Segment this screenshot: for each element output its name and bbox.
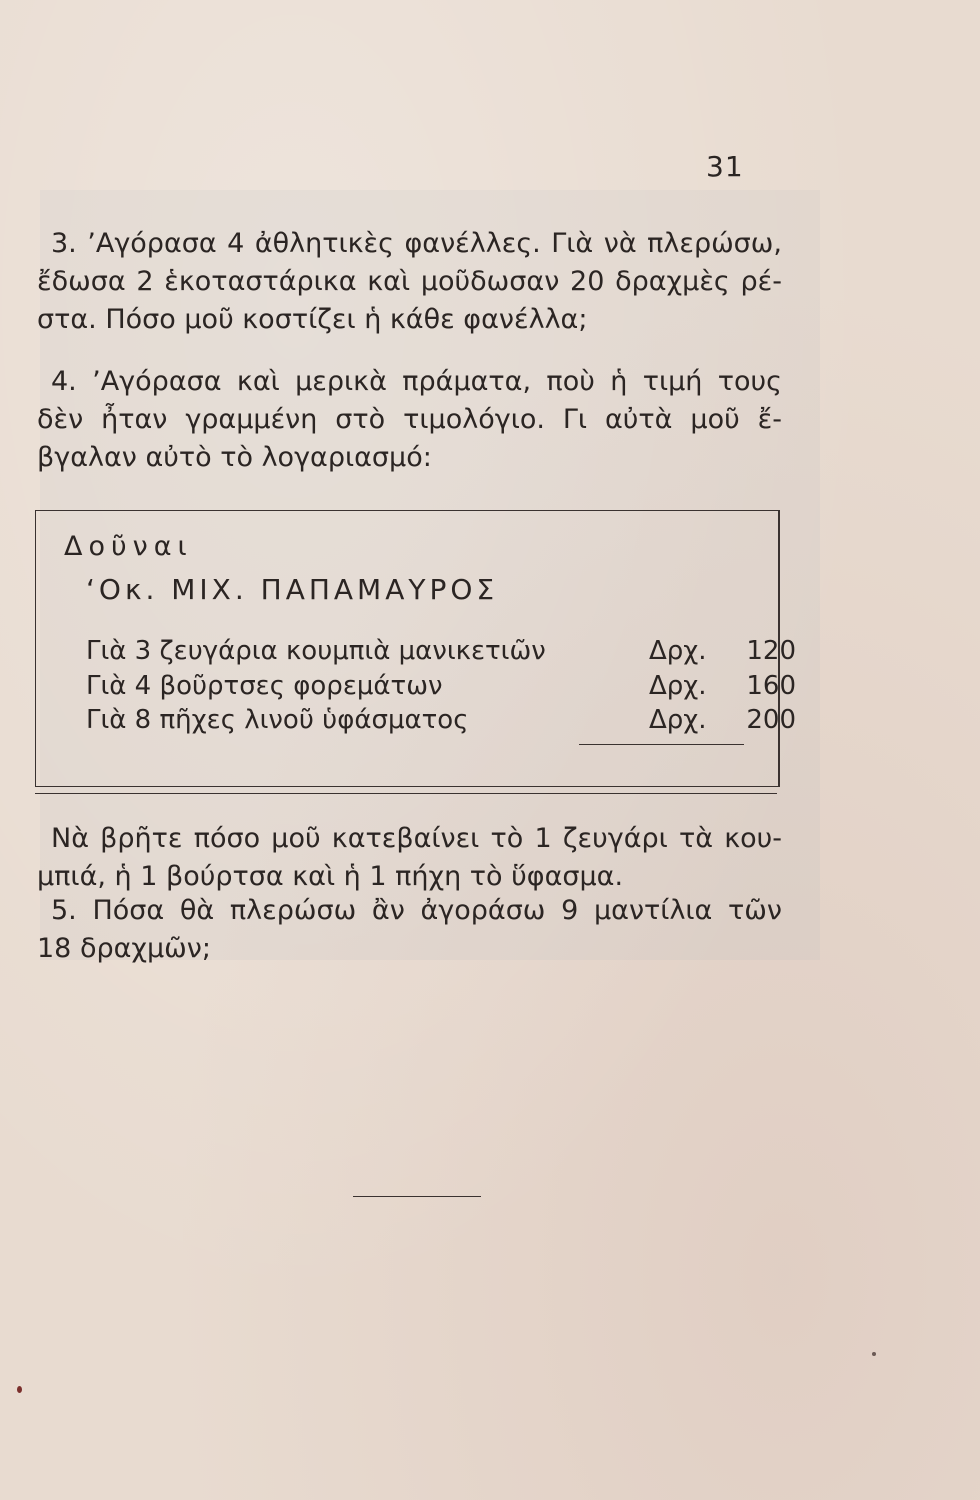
question-4-line: μπιά, ἡ 1 βούρτσα καὶ ἡ 1 πήχη τὸ ὕφασμα. xyxy=(37,861,624,892)
invoice-row xyxy=(86,671,796,707)
problem-4-line: βγαλαν αὐτὸ τὸ λογαριασμό: xyxy=(37,442,432,473)
invoice-row xyxy=(86,636,796,672)
problem-5-line: 18 δραχμῶν; xyxy=(37,933,211,964)
section-end-rule xyxy=(353,1196,481,1197)
page-number: 31 xyxy=(706,150,744,183)
invoice-item-description: Γιὰ 3 ζευγάρια κουμπιὰ μανικετιῶν xyxy=(86,636,546,666)
invoice-box xyxy=(35,510,796,787)
question-4-line: Νὰ βρῆτε πόσο μοῦ κατεβαίνει τὸ 1 ζευγάρι τὰ κου- xyxy=(51,823,782,854)
invoice-company: ‘Οκ. ΜΙΧ. ΠΑΠΑΜΑΥΡΟΣ xyxy=(86,573,499,606)
invoice-sum-line xyxy=(579,744,744,745)
problem-3-line: στα. Πόσο μοῦ κοστίζει ἡ κάθε φανέλλα; xyxy=(37,304,588,335)
invoice-item-amount: 160 xyxy=(746,671,796,701)
ink-speck xyxy=(872,1352,876,1356)
invoice-bottom-rule xyxy=(35,793,777,794)
invoice-item-amount: 120 xyxy=(746,636,796,666)
problem-5-line: 5. Πόσα θὰ πλερώσω ἂν ἀγοράσω 9 μαντίλια τῶν xyxy=(51,895,782,926)
ink-speck xyxy=(17,1386,22,1393)
problem-3-line: ἔδωσα 2 ἑκοταστάρικα καὶ μοῦδωσαν 20 δραχμὲς ρέ- xyxy=(37,266,782,297)
invoice-item-currency: Δρχ. xyxy=(649,705,707,735)
invoice-item-description: Γιὰ 8 πῆχες λινοῦ ὑφάσματος xyxy=(86,705,469,735)
problem-4-line: δὲν ἦταν γραμμένη στὸ τιμολόγιο. Γι αὐτὰ μοῦ ἔ- xyxy=(37,404,782,435)
problem-4 xyxy=(37,363,782,477)
problem-5 xyxy=(37,892,782,968)
question-4 xyxy=(37,820,782,896)
invoice-item-description: Γιὰ 4 βοῦρτσες φορεμάτων xyxy=(86,671,443,701)
invoice-item-currency: Δρχ. xyxy=(649,671,707,701)
problem-3 xyxy=(37,225,782,339)
invoice-item-amount: 200 xyxy=(746,705,796,735)
invoice-row xyxy=(86,705,796,741)
invoice-header: Δοῦναι xyxy=(64,531,193,562)
problem-3-line: 3. ’Αγόρασα 4 ἀθλητικὲς φανέλλες. Γιὰ νὰ πλερώσω, xyxy=(51,228,782,259)
problem-4-line: 4. ’Αγόρασα καὶ μερικὰ πράματα, ποὺ ἡ τιμή τους xyxy=(51,366,782,397)
invoice-item-currency: Δρχ. xyxy=(649,636,707,666)
